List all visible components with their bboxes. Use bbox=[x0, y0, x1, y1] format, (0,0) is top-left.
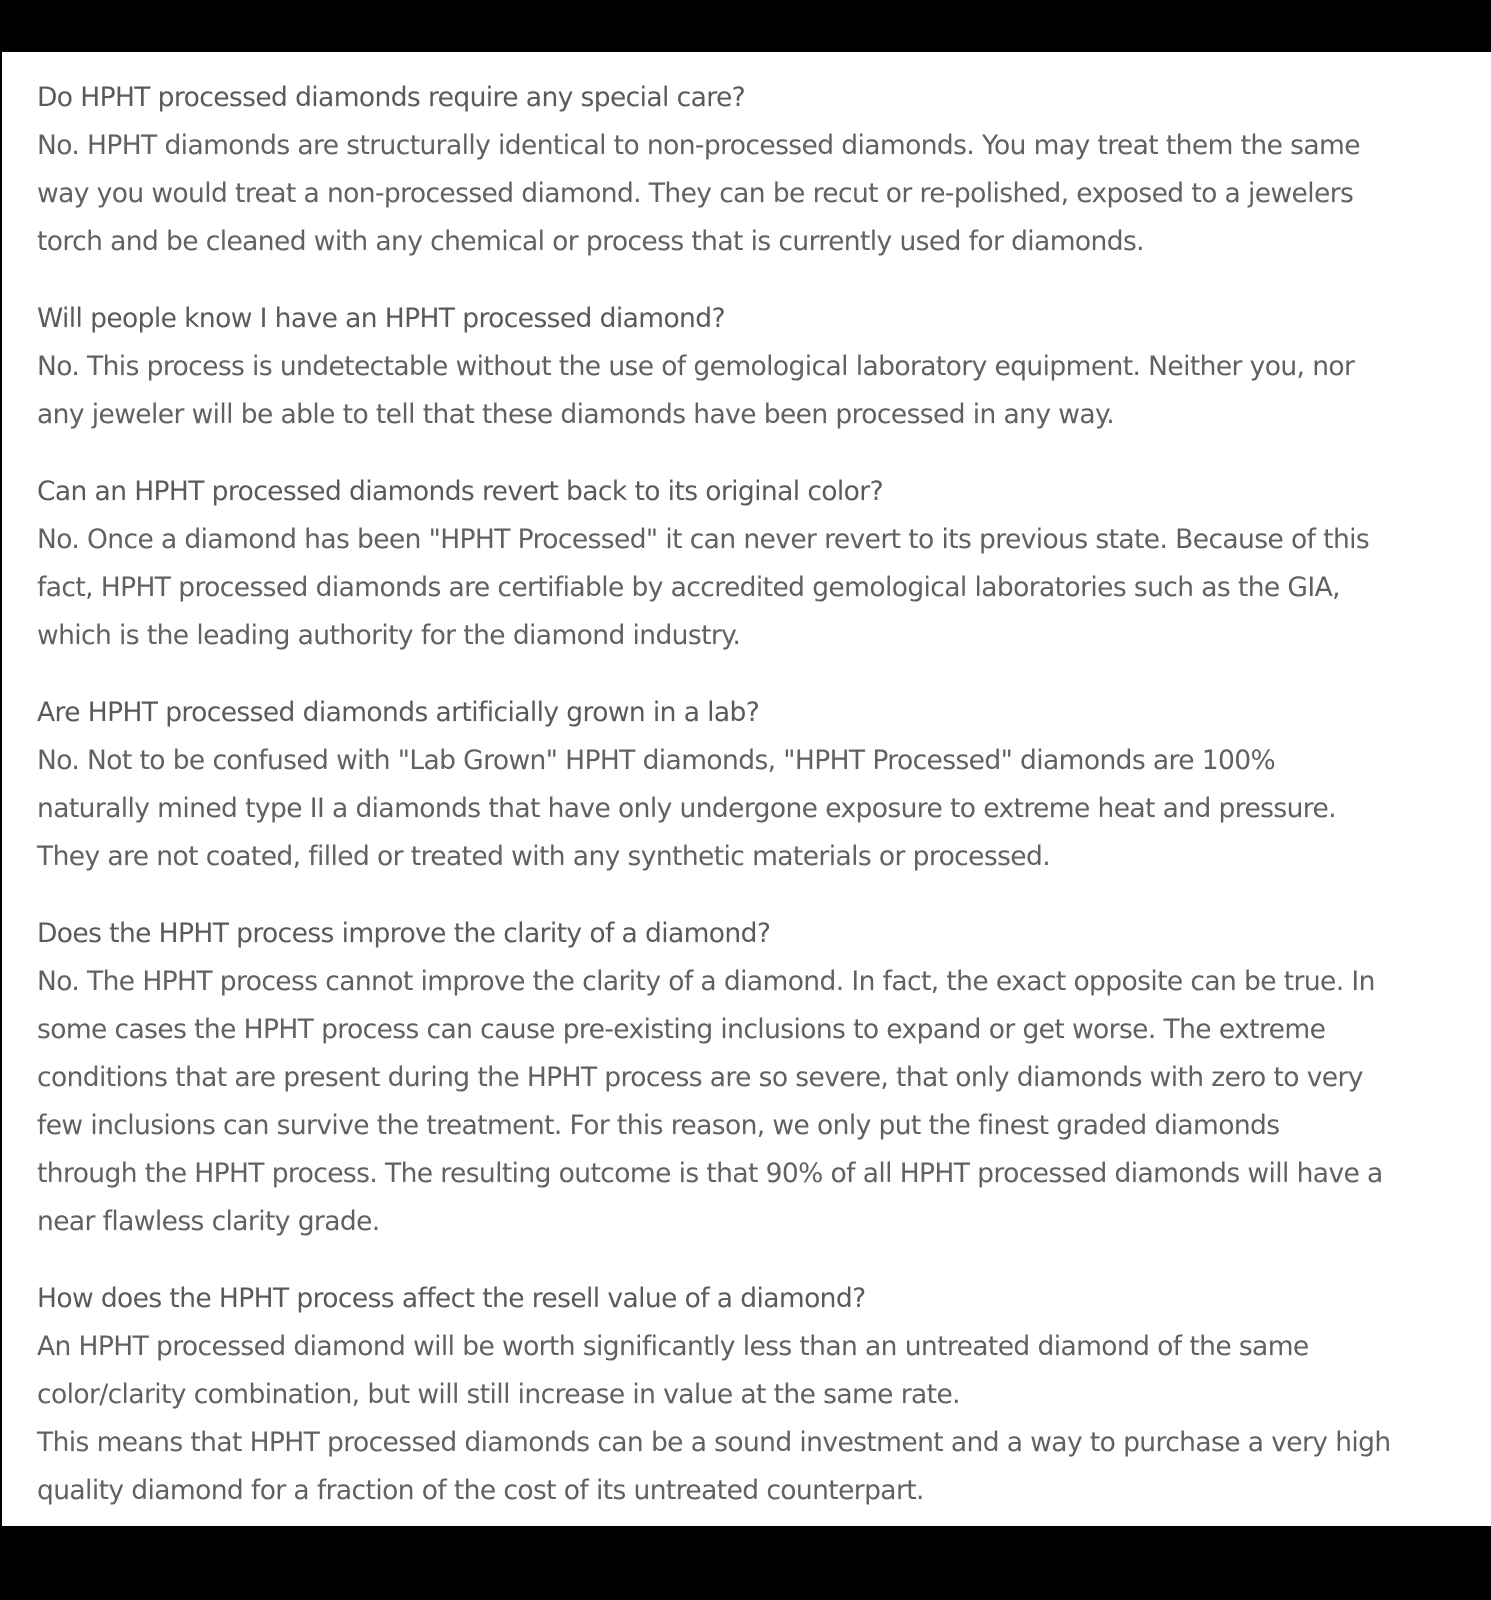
faq-question: Are HPHT processed diamonds artificially grown in a lab? bbox=[37, 697, 760, 728]
faq-answer bbox=[37, 122, 1457, 266]
faq-question: Does the HPHT process improve the clarity of a diamond? bbox=[37, 918, 771, 949]
faq-answer-line: No. Not to be confused with "Lab Grown" HPHT diamonds, "HPHT Processed" diamonds are 100% bbox=[37, 745, 1276, 776]
faq-answer-line: way you would treat a non-processed diamond. They can be recut or re-polished, exposed to a jewelers bbox=[37, 178, 1354, 209]
faq-answer-line: No. HPHT diamonds are structurally identical to non-processed diamonds. You may treat them the same bbox=[37, 130, 1360, 161]
faq-answer-line: No. Once a diamond has been "HPHT Processed" it can never revert to its previous state. Because of this bbox=[37, 524, 1370, 555]
faq-answer-line: color/clarity combination, but will still increase in value at the same rate. bbox=[37, 1379, 960, 1410]
faq-answer-line: naturally mined type II a diamonds that have only undergone exposure to extreme heat and pressure. bbox=[37, 793, 1337, 824]
faq-answer-line: No. This process is undetectable without the use of gemological laboratory equipment. Neither you, nor bbox=[37, 351, 1355, 382]
faq-answer-line: This means that HPHT processed diamonds can be a sound investment and a way to purchase a very high bbox=[37, 1427, 1391, 1458]
faq-answer-line: torch and be cleaned with any chemical or process that is currently used for diamonds. bbox=[37, 226, 1144, 257]
faq-answer bbox=[37, 343, 1457, 439]
faq-answer bbox=[37, 1323, 1457, 1515]
faq-answer bbox=[37, 737, 1457, 881]
faq-item bbox=[37, 468, 1457, 660]
faq-list bbox=[37, 74, 1457, 1515]
faq-item bbox=[37, 74, 1457, 266]
faq-question: Can an HPHT processed diamonds revert back to its original color? bbox=[37, 476, 884, 507]
faq-answer bbox=[37, 516, 1457, 660]
faq-answer-line: No. The HPHT process cannot improve the clarity of a diamond. In fact, the exact opposite can be true. In bbox=[37, 966, 1375, 997]
faq-answer-line: through the HPHT process. The resulting outcome is that 90% of all HPHT processed diamonds will have a bbox=[37, 1158, 1383, 1189]
faq-question: Will people know I have an HPHT processed diamond? bbox=[37, 303, 725, 334]
faq-answer-line: quality diamond for a fraction of the cost of its untreated counterpart. bbox=[37, 1475, 924, 1506]
faq-answer-line: which is the leading authority for the diamond industry. bbox=[37, 620, 741, 651]
faq-item bbox=[37, 910, 1457, 1246]
faq-answer-line: They are not coated, filled or treated with any synthetic materials or processed. bbox=[37, 841, 1051, 872]
faq-answer-line: near flawless clarity grade. bbox=[37, 1206, 380, 1237]
faq-item bbox=[37, 1275, 1457, 1515]
faq-answer-line: fact, HPHT processed diamonds are certifiable by accredited gemological laboratories such as the GIA, bbox=[37, 572, 1340, 603]
faq-item bbox=[37, 689, 1457, 881]
faq-item bbox=[37, 295, 1457, 439]
faq-question: Do HPHT processed diamonds require any special care? bbox=[37, 82, 746, 113]
faq-answer-line: An HPHT processed diamond will be worth significantly less than an untreated diamond of the same bbox=[37, 1331, 1309, 1362]
faq-question: How does the HPHT process affect the resell value of a diamond? bbox=[37, 1283, 866, 1314]
faq-answer bbox=[37, 958, 1457, 1246]
faq-answer-line: conditions that are present during the HPHT process are so severe, that only diamonds with zero to very bbox=[37, 1062, 1363, 1093]
faq-answer-line: some cases the HPHT process can cause pre-existing inclusions to expand or get worse. The extreme bbox=[37, 1014, 1326, 1045]
faq-answer-line: any jeweler will be able to tell that these diamonds have been processed in any way. bbox=[37, 399, 1115, 430]
faq-answer-line: few inclusions can survive the treatment. For this reason, we only put the finest graded diamonds bbox=[37, 1110, 1280, 1141]
